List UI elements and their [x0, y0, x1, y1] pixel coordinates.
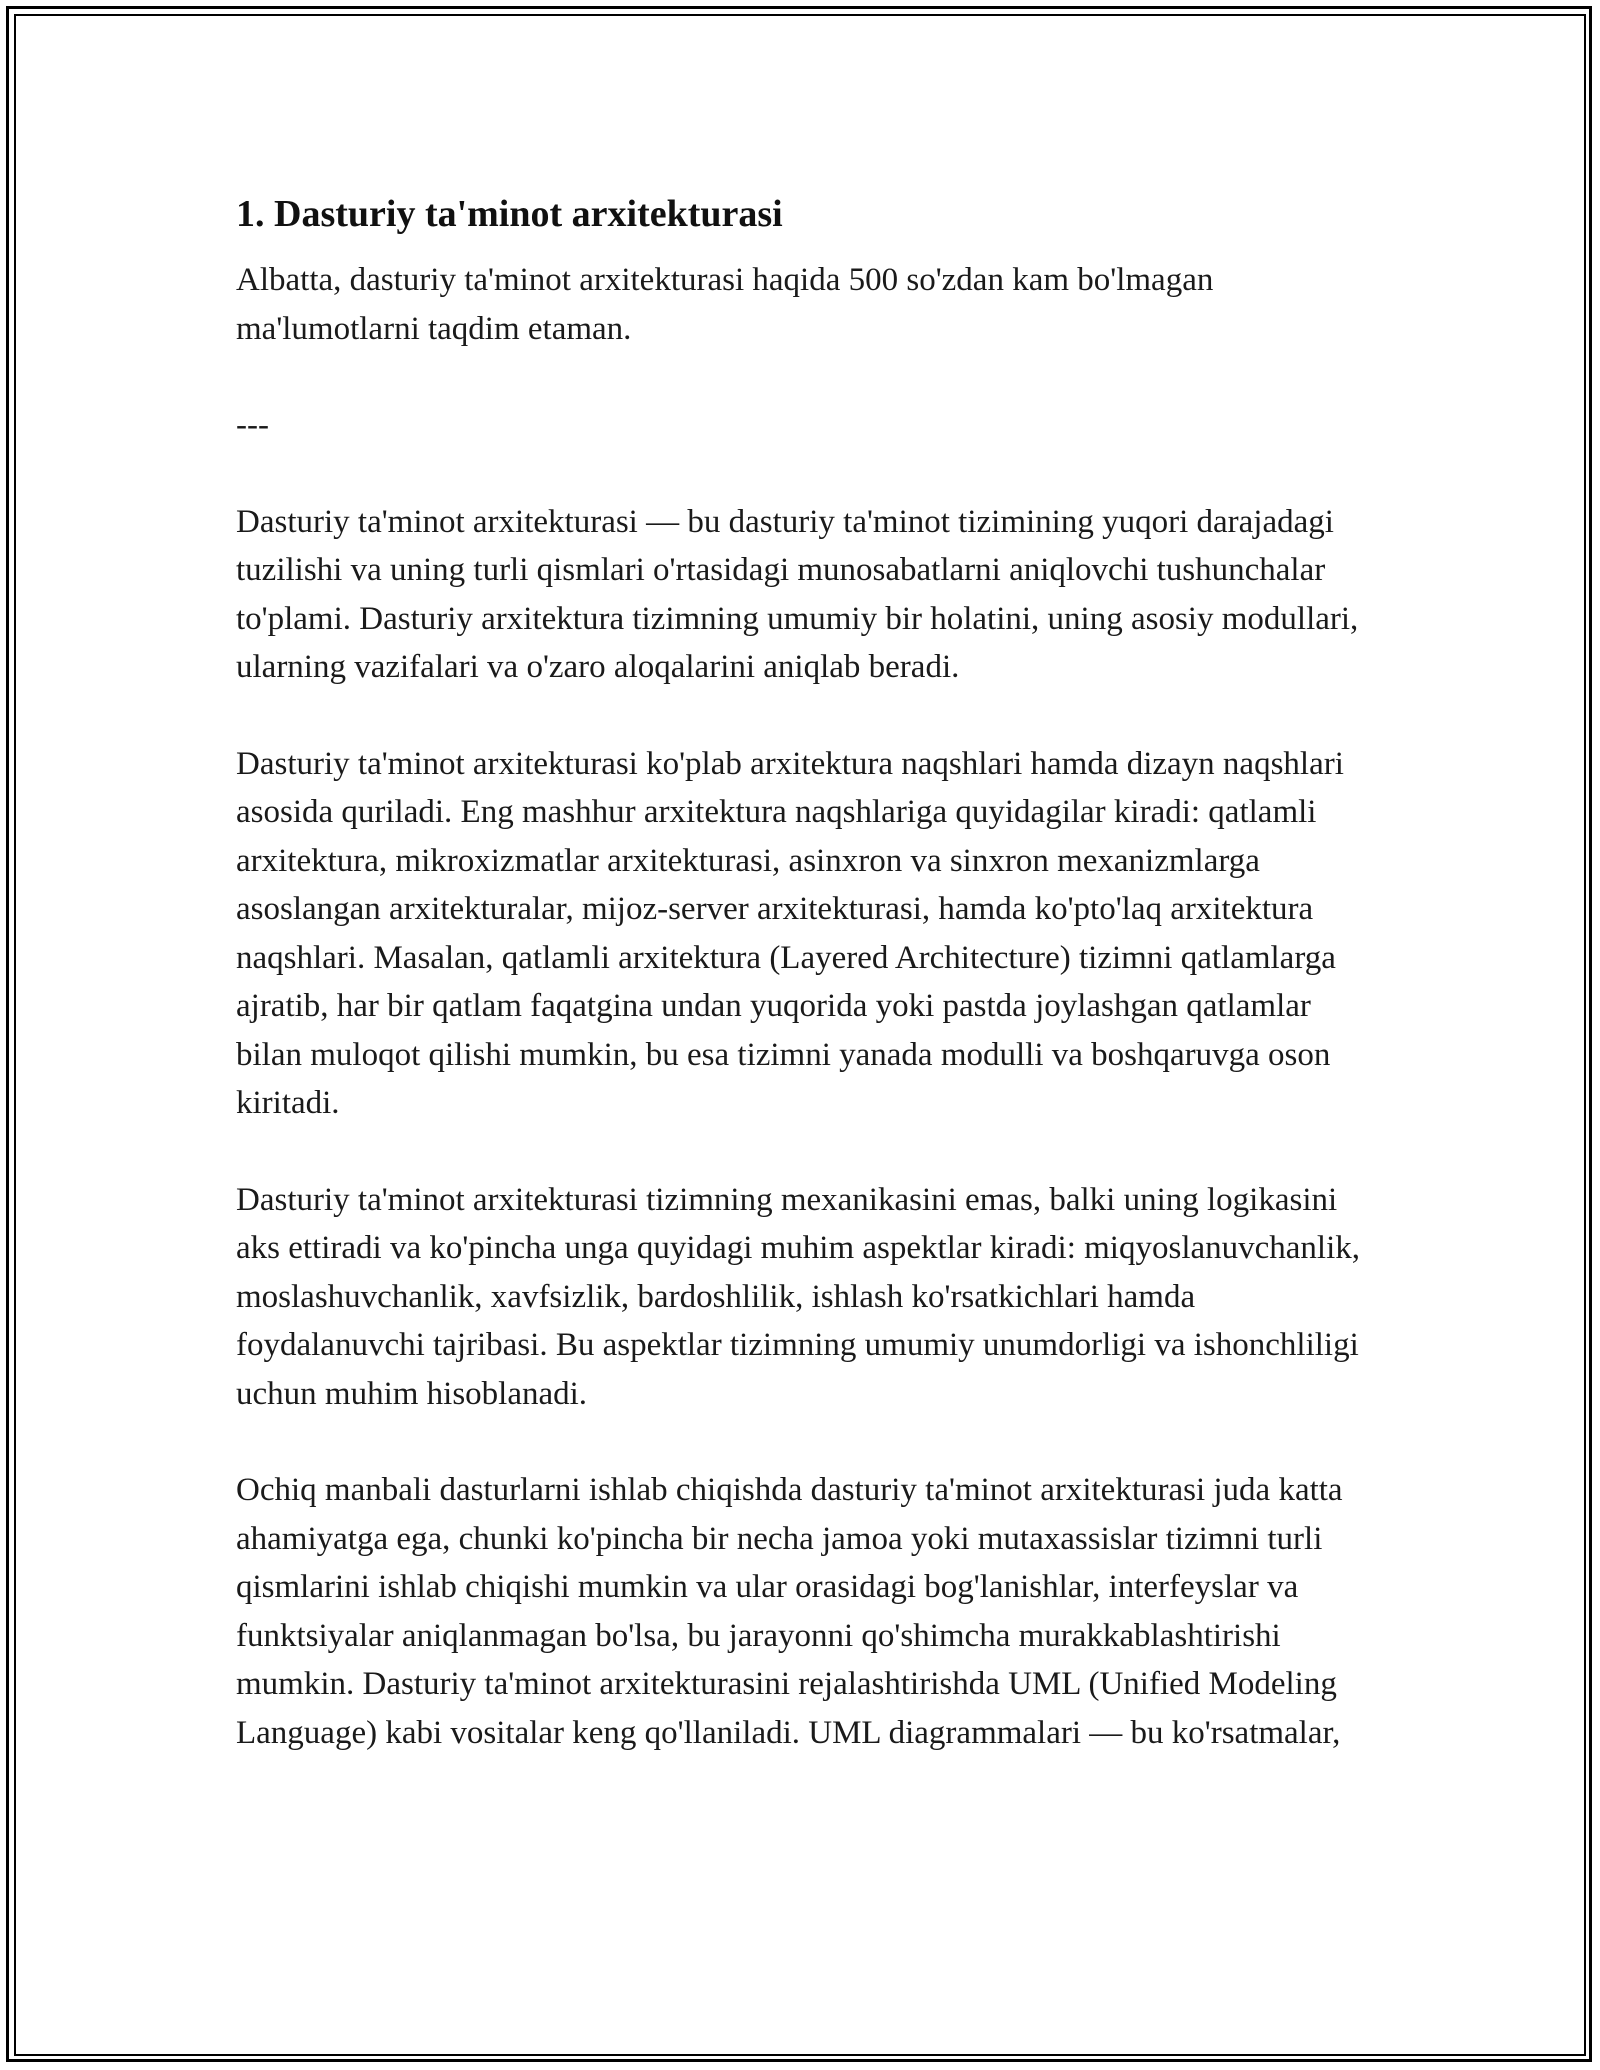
document-body	[236, 186, 1376, 1805]
paragraph-aspects: Dasturiy ta'minot arxitekturasi tizimning mexanikasini emas, balki uning logikasini aks ettiradi va ko'pincha unga quyidagi muhim aspektlar kiradi: miqyoslanuvchanlik, moslashuvchanlik, xavfsizlik, bardoshlilik, ishlash ko'rsatkichlari hamda foydalanuvchi tajribasi. Bu aspektlar tizimning umumiy unumdorligi va ishonchliligi uchun muhim hisoblanadi.	[236, 1181, 1361, 1412]
paragraph-open-source: Ochiq manbali dasturlarni ishlab chiqishda dasturiy ta'minot arxitekturasi juda katta ahamiyatga ega, chunki ko'pincha bir necha jamoa yoki mutaxassislar tizimni turli qismlarini ishlab chiqishi mumkin va ular orasidagi bog'lanishlar, interfeyslar va funktsiyalar aniqlanmagan bo'lsa, bu jarayonni qo'shimcha murakkablashtirishi mumkin. Dasturiy ta'minot arxitekturasini rejalashtirishda UML (Unified Modeling Language) kabi vositalar keng qo'llaniladi. UML diagrammalari — bu ko'rsatmalar,	[236, 1472, 1343, 1751]
separator-line: ---	[236, 407, 269, 443]
section-heading: 1. Dasturiy ta'minot arxitekturasi	[236, 193, 783, 235]
paragraph-definition: Dasturiy ta'minot arxitekturasi — bu dasturiy ta'minot tizimining yuqori darajadagi tuzilishi va uning turli qismlari o'rtasidagi munosabatlarni aniqlovchi tushunchalar to'plami. Dasturiy arxitektura tizimning umumiy bir holatini, uning asosiy modullari, ularning vazifalari va o'zaro aloqalarini aniqlab beradi.	[236, 503, 1359, 685]
intro-paragraph: Albatta, dasturiy ta'minot arxitekturasi haqida 500 so'zdan kam bo'lmagan ma'lumotlarni taqdim etaman.	[236, 262, 1214, 347]
paragraph-patterns: Dasturiy ta'minot arxitekturasi ko'plab arxitektura naqshlari hamda dizayn naqshlari asosida quriladi. Eng mashhur arxitektura naqshlariga quyidagilar kiradi: qatlamli arxitektura, mikroxizmatlar arxitekturasi, asinxron va sinxron mexanizmlarga asoslangan arxitekturalar, mijoz-server arxitekturasi, hamda ko'pto'laq arxitektura naqshlari. Masalan, qatlamli arxitektura (Layered Architecture) tizimni qatlamlarga ajratib, har bir qatlam faqatgina undan yuqorida yoki pastda joylashgan qatlamlar bilan muloqot qilishi mumkin, bu esa tizimni yanada modulli va boshqaruvga oson kiritadi.	[236, 745, 1344, 1121]
